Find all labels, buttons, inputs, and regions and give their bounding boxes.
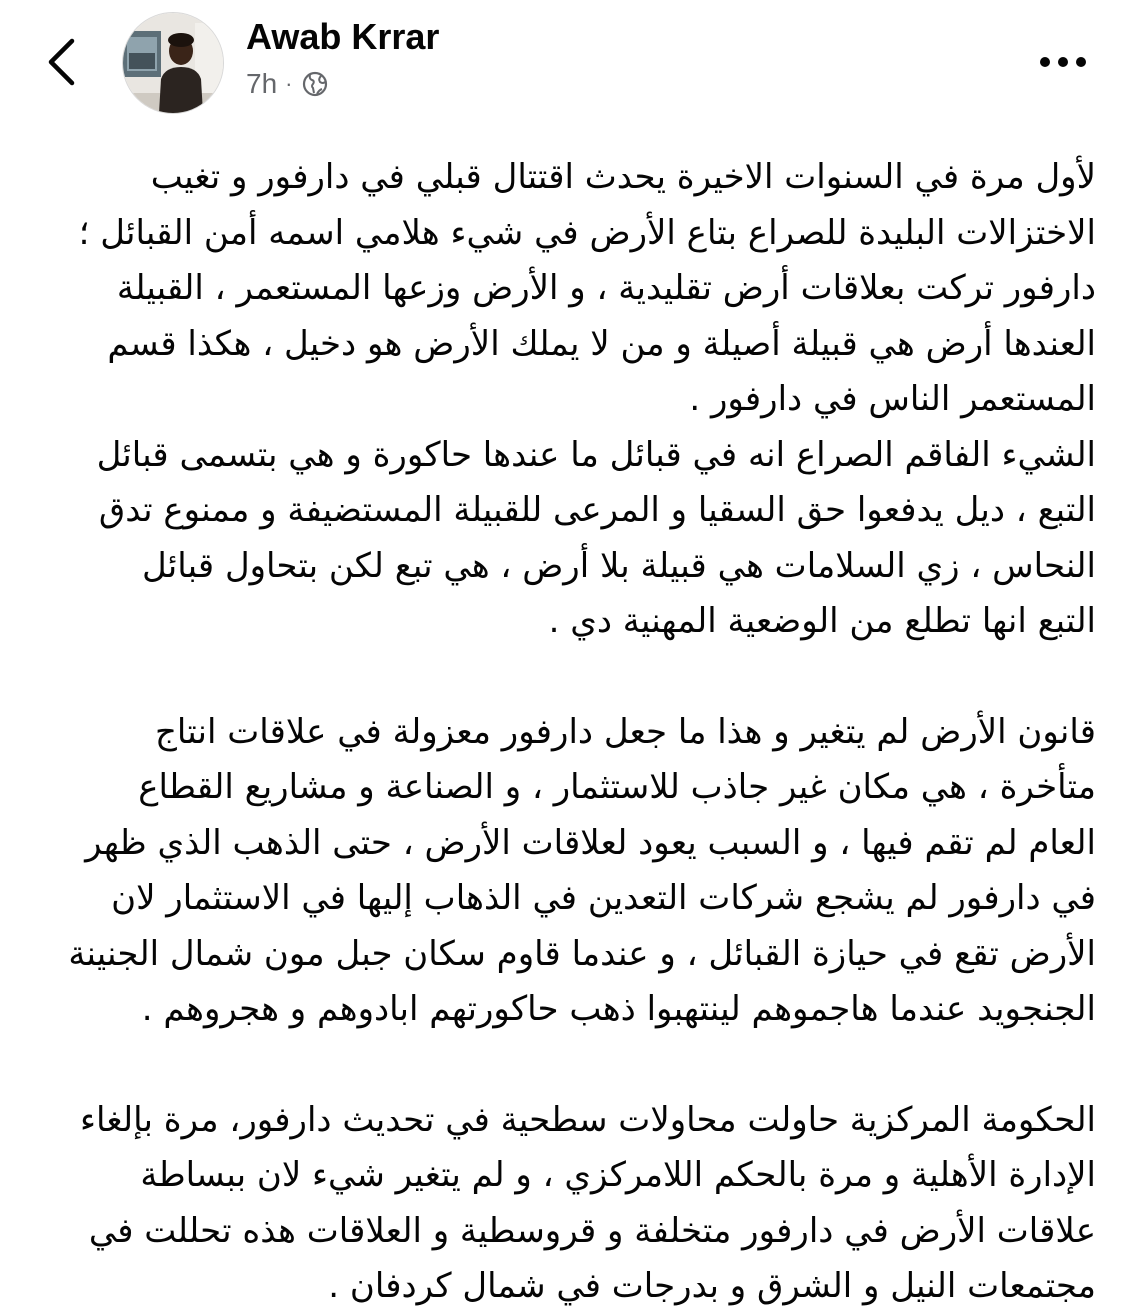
profile-photo (123, 13, 223, 113)
chevron-left-icon (46, 37, 76, 87)
paragraph-spacer (28, 650, 1096, 705)
more-options-button[interactable] (1035, 44, 1091, 80)
paragraph-spacer (28, 1038, 1096, 1093)
meta-separator: · (285, 71, 293, 96)
avatar[interactable] (122, 12, 224, 114)
post-text (28, 150, 1096, 1315)
post-paragraph-2: قانون الأرض لم يتغير و هذا ما جعل دارفور معزولة في علاقات انتاج متأخرة ، هي مكان غير جاذب للاستثمار ، و الصناعة و مشاريع القطاع العام لم تقم فيها ، و السبب يعود لعلاقات الأرض ، حتى الذهب الذي ظهر في دارفور لم يشجع شركات التعدين في الذهاب إليها في الاستثمار لان الأرض تقع في حيازة القبائل ، و عندما قاوم سكان جبل مون شمال الجنينة الجنجويد عندما هاجموهم لينتهبوا ذهب حاكورتهم ابادوهم و هجروهم . (68, 711, 1096, 1029)
more-horizontal-icon (1038, 56, 1088, 68)
post-timestamp[interactable]: 7h (246, 68, 278, 99)
post-header (0, 0, 1125, 130)
post-paragraph-3: الحكومة المركزية حاولت محاولات سطحية في تحديث دارفور، مرة بإلغاء الإدارة الأهلية و مرة بالحكم اللامركزي ، و لم يتغير شيء لان ببساطة علاقات الأرض في دارفور متخلفة و قروسطية و العلاقات هذه تحللت في مجتمعات النيل و الشرق و بدرجات في شمال كردفان . (80, 1099, 1096, 1306)
post-paragraph-1: لأول مرة في السنوات الاخيرة يحدث اقتتال قبلي في دارفور و تغيب الاختزالات البليدة للصراع بتاع الأرض في شيء هلامي اسمه أمن القبائل ؛ دارفور تركت بعلاقات أرض تقليدية ، و الأرض وزعها المستعمر ، القبيلة العندها أرض هي قبيلة أصيلة و من لا يملك الأرض هو دخيل ، هكذا قسم المستعمر الناس في دارفور . الشيء الفاقم الصراع انه في قبائل ما عندها حاكورة و هي بتسمى قبائل التبع ، ديل يدفعوا حق السقيا و المرعى للقبيلة المستضيفة و ممنوع تدق النحاس ، زي السلامات هي قبيلة بلا أرض ، هي تبع لكن بتحاول قبائل التبع انها تطلع من الوضعية المهنية دي . (78, 157, 1096, 641)
post-meta (246, 68, 328, 100)
author-name[interactable]: Awab Krrar (246, 16, 440, 57)
back-button[interactable] (36, 32, 86, 92)
globe-icon (302, 71, 328, 97)
